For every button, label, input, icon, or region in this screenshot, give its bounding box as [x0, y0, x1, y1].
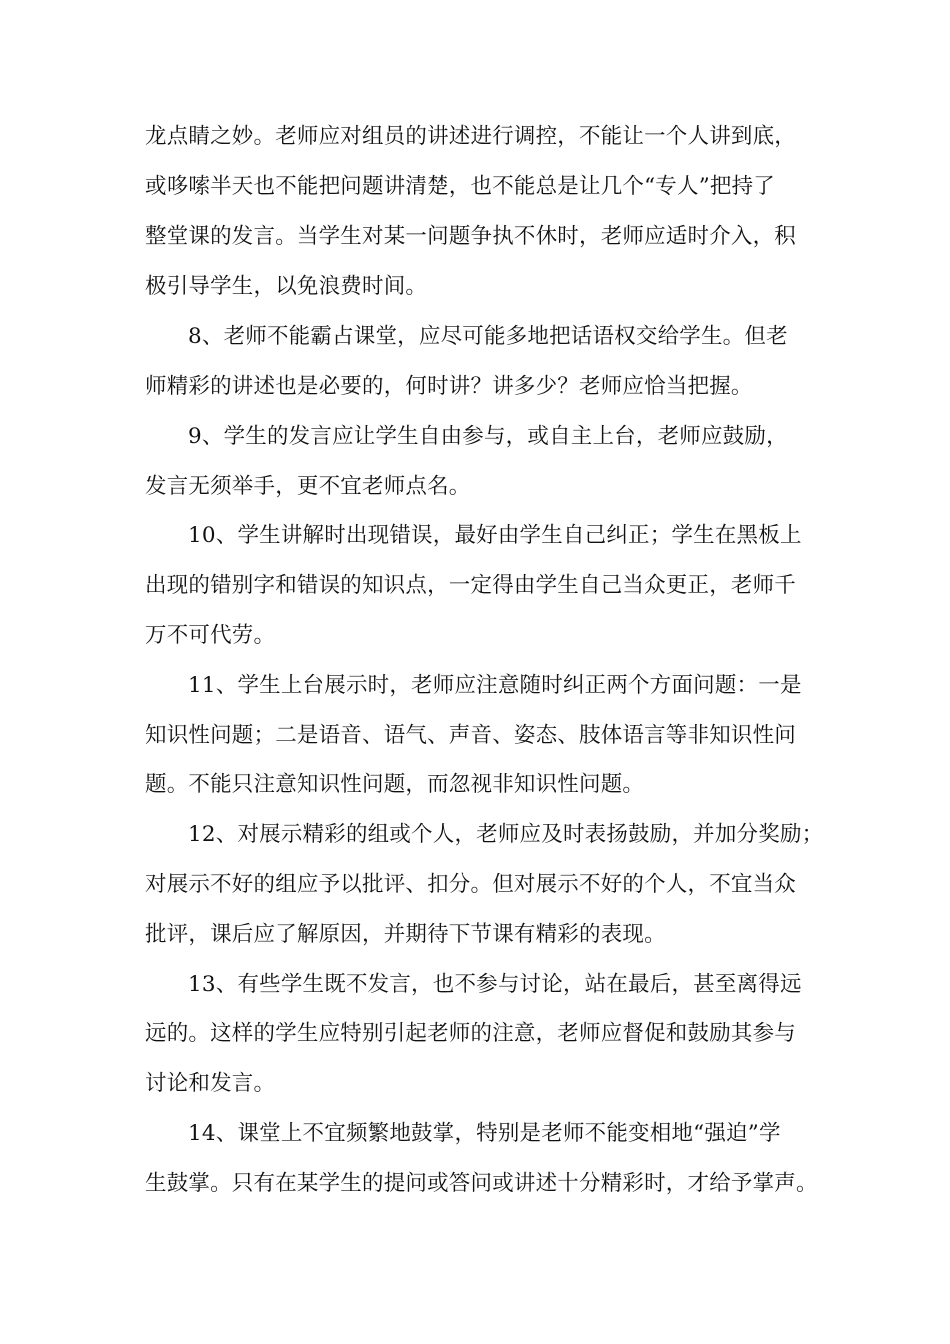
text-line: 生鼓掌。只有在某学生的提问或答问或讲述十分精彩时，才给予掌声。	[145, 1171, 818, 1196]
text-line: 12、对展示精彩的组或个人，老师应及时表扬鼓励，并加分奖励；	[188, 822, 824, 847]
text-line: 讨论和发言。	[145, 1071, 276, 1096]
text-line: 知识性问题；二是语音、语气、声音、姿态、肢体语言等非知识性问	[145, 723, 797, 748]
text-line: 极引导学生，以免浪费时间。	[145, 274, 428, 299]
text-line: 14、课堂上不宜频繁地鼓掌，特别是老师不能变相地“强迫”学	[188, 1121, 781, 1146]
text-line: 题。不能只注意知识性问题，而忽视非知识性问题。	[145, 772, 645, 797]
text-line: 9、学生的发言应让学生自由参与，或自主上台，老师应鼓励，	[188, 424, 788, 449]
text-line: 远的。这样的学生应特别引起老师的注意，老师应督促和鼓励其参与	[145, 1021, 797, 1046]
text-line: 8、老师不能霸占课堂，应尽可能多地把话语权交给学生。但老	[188, 324, 788, 349]
text-line: 发言无须举手，更不宜老师点名。	[145, 474, 471, 499]
text-line: 或哆嗦半天也不能把问题讲清楚，也不能总是让几个“专人”把持了	[145, 174, 775, 199]
text-line: 整堂课的发言。当学生对某一问题争执不休时，老师应适时介入，积	[145, 224, 797, 249]
text-line: 10、学生讲解时出现错误，最好由学生自己纠正；学生在黑板上	[188, 523, 802, 548]
text-line: 师精彩的讲述也是必要的，何时讲？讲多少？老师应恰当把握。	[145, 374, 753, 399]
text-line: 13、有些学生既不发言，也不参与讨论，站在最后，甚至离得远	[188, 972, 802, 997]
text-line: 出现的错别字和错误的知识点，一定得由学生自己当众更正，老师千	[145, 573, 797, 598]
text-line: 11、学生上台展示时，老师应注意随时纠正两个方面问题：一是	[188, 673, 802, 698]
text-line: 对展示不好的组应予以批评、扣分。但对展示不好的个人，不宜当众	[145, 872, 797, 897]
text-line: 龙点睛之妙。老师应对组员的讲述进行调控，不能让一个人讲到底，	[145, 124, 797, 149]
text-line: 批评，课后应了解原因，并期待下节课有精彩的表现。	[145, 922, 666, 947]
text-line: 万不可代劳。	[145, 623, 276, 648]
